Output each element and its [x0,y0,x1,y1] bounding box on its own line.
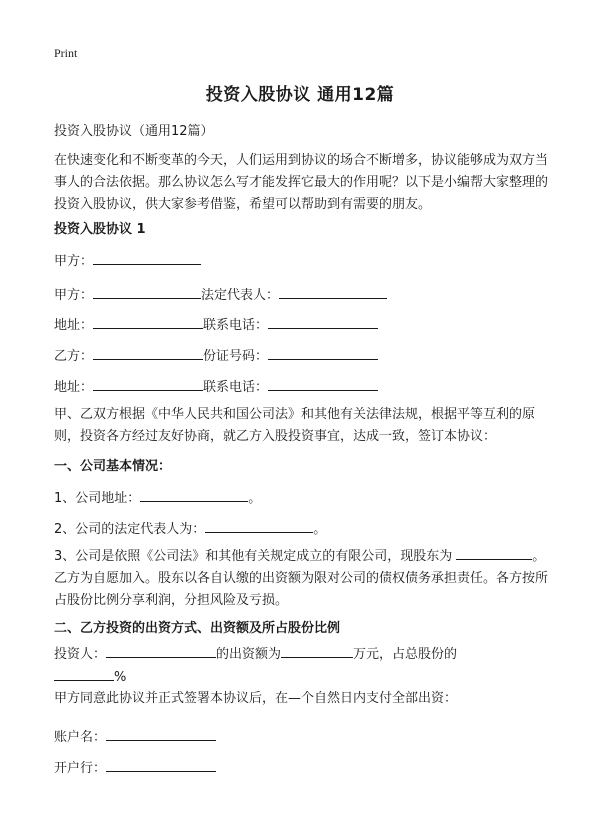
company-address-blank [140,487,248,502]
party-a-line [54,250,201,269]
document-subtitle: 投资入股协议（通用12篇） [54,124,214,139]
bank-line [54,757,216,776]
phone-blank-2 [268,376,378,391]
party-a-blank [93,250,201,265]
bank-blank [106,757,216,772]
investor-paragraph [54,643,554,689]
company-structure-paragraph [54,545,554,612]
company-address-line [54,487,261,506]
percent-sign: % [114,670,127,685]
document-title: 投资入股协议 通用12篇 [205,85,395,105]
party-b-blank [93,345,203,360]
phone-label-2: 联系电话： [203,380,269,395]
shareholders-lead: 3、公司是依照《公司法》和其他有关规定成立的有限公司，现股东为 [54,549,453,564]
agreement-paragraph: 甲、乙双方根据《中华人民共和国公司法》和其他有关法律法规，根据平等互利的原则，投资各方经过友好协商，就乙方入股投资事宜，达成一致，签订本协议： [54,407,536,444]
bank-label: 开户行： [54,761,107,776]
heading-investment: 二、乙方投资的出资方式、出资额及所占股份比例 [54,621,341,636]
party-a-blank-2 [93,284,201,299]
investor-amount-label: 的出资额为 [216,647,282,662]
party-b-line [54,345,378,364]
account-name-label: 账户名： [54,730,107,745]
heading-company-info: 一、公司基本情况： [54,459,172,474]
address-label-2: 地址： [54,380,94,395]
company-structure-rest: 。乙方为自愿加入。股东以各自认缴的出资额为限对公司的债权债务承担责任。各方按所占股份比例分享利润，分担风险及亏损。 [54,549,549,608]
address-phone-line-2 [54,376,378,395]
payment-paragraph: 甲方同意此协议并正式签署本协议后，在—个自然日内支付全部出资： [54,691,458,706]
investor-unit-label: 万元，占总股份的 [353,647,458,662]
company-legal-rep-line [54,518,326,537]
party-b-label: 乙方： [54,349,94,364]
address-label-1: 地址： [54,318,94,333]
company-address-tail: 。 [248,491,262,506]
address-blank-1 [93,314,203,329]
account-name-line [54,726,216,745]
company-address-label: 1、公司地址： [54,491,141,506]
party-a-label: 甲方： [54,254,94,269]
legal-rep-blank [279,284,387,299]
id-number-blank [268,345,378,360]
company-legal-rep-tail: 。 [313,522,327,537]
party-a-label-2: 甲方： [54,288,94,303]
investor-blank [106,643,216,658]
party-a-legal-line [54,284,387,303]
section-title: 投资入股协议 1 [54,222,146,237]
print-link[interactable]: Print [54,46,78,60]
shareholders-blank [456,545,532,560]
address-blank-2 [93,376,203,391]
phone-blank-1 [268,314,378,329]
phone-label-1: 联系电话： [203,318,269,333]
amount-blank [281,643,353,658]
company-legal-rep-blank [205,518,313,533]
address-phone-line-1 [54,314,378,333]
id-number-label: 份证号码： [203,349,269,364]
legal-rep-label: 法定代表人： [201,288,280,303]
investor-label: 投资人： [54,647,107,662]
account-name-blank [106,726,216,741]
company-legal-rep-label: 2、公司的法定代表人为： [54,522,206,537]
percent-blank [54,666,114,681]
intro-paragraph: 在快速变化和不断变革的今天，人们运用到协议的场合不断增多，协议能够成为双方当事人的合法依据。那么协议怎么写才能发挥它最大的作用呢？以下是小编帮大家整理的投资入股协议，供大家参考借鉴，希望可以帮助到有需要的朋友。 [54,153,549,212]
